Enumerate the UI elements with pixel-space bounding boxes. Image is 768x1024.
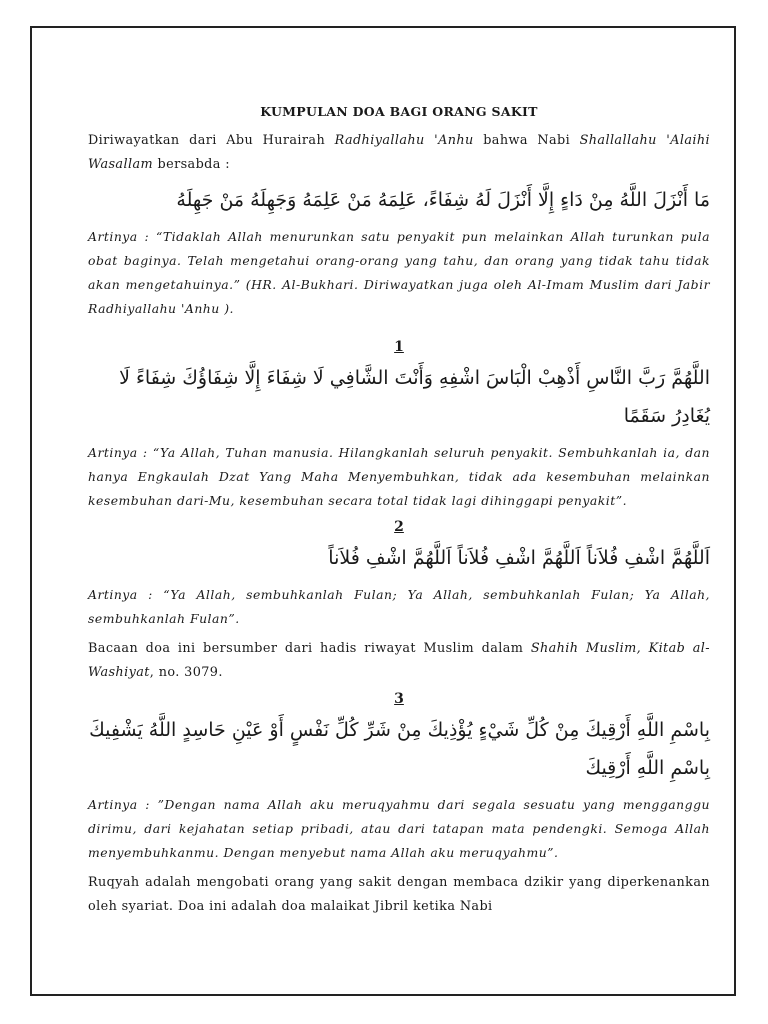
- note-book-title: Shahih Muslim, Kitab al-Washiyat: [88, 641, 711, 680]
- doa-3-arabic: بِاسْمِ اللَّهِ أَرْقِيكَ مِنْ كُلِّ شَيْءٍ يُؤْذِيكَ مِنْ شَرِّ كُلِّ نَفْسٍ أَوْ عَيْنِ حَاسِدٍ اللَّهُ يَشْفِيكَ بِاسْمِ اللَّهِ أَرْقِيكَ: [89, 719, 710, 779]
- note-text: Bacaan doa ini bersumber dari hadis riwayat Muslim dalam: [88, 641, 531, 656]
- doa-1-arabic: اللَّهُمَّ رَبَّ النَّاسِ أَذْهِبْ الْبَاسَ اشْفِهِ وَأَنْتَ الشَّافِي لَا شِفَاءَ إِلَّا شِفَاؤُكَ شِفَاءً لَا يُغَادِرُ سَقَمًا: [119, 367, 710, 427]
- doa-3-translation: Artinya : ”Dengan nama Allah aku meruqyahmu dari segala sesuatu yang mengganggu dirimu, dari kejahatan setiap pribadi, atau dari tatapan mata pendengki. Semoga Allah menyembuhkanmu. Dengan menyebut nama Allah aku meruqyahmu”.: [88, 797, 710, 860]
- doa-number-1: 1: [394, 339, 404, 355]
- intro-text-3: bersabda :: [153, 157, 230, 172]
- intro-paragraph: [88, 129, 710, 177]
- document-body: [88, 104, 710, 919]
- doa-2-arabic: اَللَّهُمَّ اشْفِ فُلاَناً اَللَّهُمَّ اشْفِ فُلاَناً اَللَّهُمَّ اشْفِ فُلاَناً: [328, 547, 710, 569]
- intro-text-2: bahwa Nabi: [473, 133, 580, 148]
- document-title: KUMPULAN DOA BAGI ORANG SAKIT: [260, 104, 538, 119]
- doa-2-source-note: [88, 637, 710, 685]
- hadith-translation: Artinya : “Tidaklah Allah menurunkan satu penyakit pun melainkan Allah turunkan pula obat baginya. Telah mengetahui orang-orang yang tahu, dan orang yang tidak tahu tidak akan mengetahuinya.” (HR. Al-Bukhari. Diriwayatkan juga oleh Al-Imam Muslim dari Jabir Radhiyallahu 'Anhu ).: [88, 229, 710, 316]
- hadith-arabic: مَا أَنْزَلَ اللَّهُ مِنْ دَاءٍ إِلَّا أَنْزَلَ لَهُ شِفَاءً، عَلِمَهُ مَنْ عَلِمَهُ وَجَهِلَهُ مَنْ جَهِلَهُ: [176, 189, 710, 211]
- note-number: , no. 3079.: [149, 665, 223, 680]
- doa-3-note: Ruqyah adalah mengobati orang yang sakit dengan membaca dzikir yang diperkenankan oleh syariat. Doa ini adalah doa malaikat Jibril ketika Nabi: [88, 875, 710, 914]
- intro-salutation: Shallallahu 'Alaihi Wasallam: [88, 133, 710, 172]
- page-frame: [30, 26, 736, 996]
- doa-1-translation: Artinya : “Ya Allah, Tuhan manusia. Hilangkanlah seluruh penyakit. Sembuhkanlah ia, dan hanya Engkaulah Dzat Yang Maha Menyembuhkan, tidak ada kesembuhan melainkan kesembuhan dari-Mu, kesembuhan secara total tidak lagi dihinggapi penyakit”.: [88, 445, 710, 508]
- intro-honorific: Radhiyallahu 'Anhu: [334, 133, 474, 148]
- doa-number-2: 2: [394, 519, 404, 535]
- intro-text: Diriwayatkan dari Abu Hurairah: [88, 133, 335, 148]
- doa-number-3: 3: [394, 691, 404, 707]
- doa-2-translation: Artinya : “Ya Allah, sembuhkanlah Fulan; Ya Allah, sembuhkanlah Fulan; Ya Allah, sembuhkanlah Fulan”.: [88, 587, 710, 626]
